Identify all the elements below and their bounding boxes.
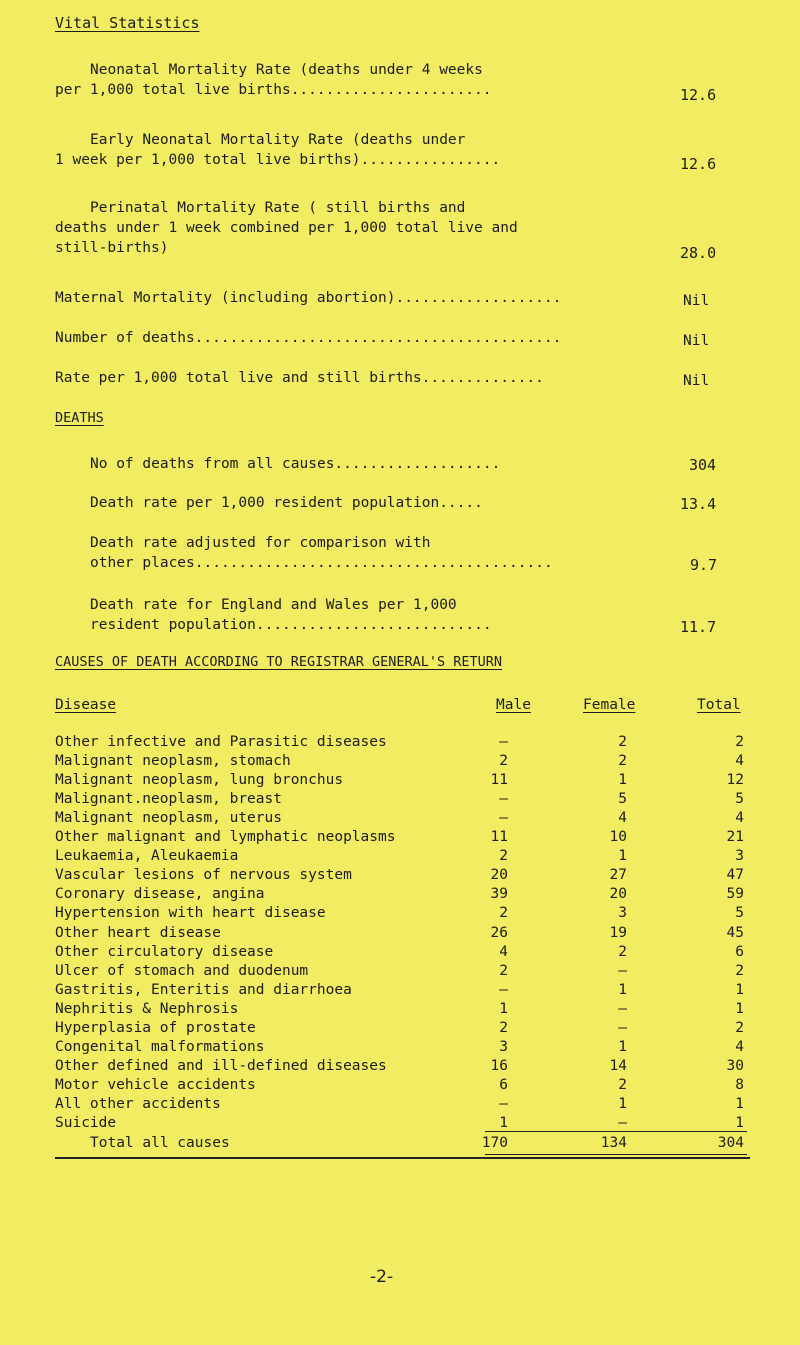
- total-cell: 4: [735, 1038, 744, 1055]
- total-cell: 5: [735, 905, 744, 922]
- total-cell: 45: [726, 924, 744, 941]
- table-row: [55, 867, 745, 886]
- total-cell: 30: [726, 1057, 744, 1074]
- female-cell: –: [618, 1000, 627, 1017]
- england-wales-rate-text-1: Death rate for England and Wales per 1,000: [90, 597, 457, 613]
- male-cell: 2: [499, 848, 508, 865]
- disease-cell: Congenital malformations: [55, 1038, 265, 1055]
- total-cell: 3: [735, 848, 744, 865]
- total-cell: 21: [726, 829, 744, 846]
- neonatal-rate-text-1: Neonatal Mortality Rate (deaths under 4 weeks: [90, 62, 483, 78]
- male-cell: –: [499, 734, 508, 750]
- female-cell: 10: [609, 829, 627, 846]
- total-cell: 8: [735, 1076, 744, 1093]
- female-cell: 1: [618, 1038, 627, 1055]
- adjusted-death-rate-value: 9.7: [690, 556, 718, 574]
- female-cell: 5: [618, 791, 627, 808]
- disease-cell: Motor vehicle accidents: [55, 1076, 256, 1093]
- table-row: [55, 944, 745, 963]
- disease-cell: Nephritis & Nephrosis: [55, 1000, 239, 1017]
- disease-cell: Vascular lesions of nervous system: [55, 867, 352, 884]
- total-cell: 5: [735, 791, 744, 808]
- disease-cell: Other malignant and lymphatic neoplasms: [55, 829, 396, 846]
- total-row: [55, 1135, 745, 1154]
- neonatal-rate-value: 12.6: [680, 86, 717, 104]
- male-cell: 2: [499, 1019, 508, 1036]
- disease-cell: Leukaemia, Aleukaemia: [55, 848, 239, 865]
- total-cell: 12: [726, 772, 744, 789]
- female-cell: 1: [618, 772, 627, 789]
- female-cell: 14: [609, 1057, 627, 1074]
- england-wales-rate-text-2: resident population...........................: [90, 617, 492, 633]
- col-header-disease: Disease: [55, 697, 117, 713]
- maternal-mortality-value: Nil: [683, 293, 710, 309]
- col-header-female: Female: [583, 697, 636, 713]
- total-cell: 4: [735, 810, 744, 827]
- total-cell: 6: [735, 943, 744, 960]
- total-cell: 2: [735, 734, 744, 750]
- total-cell: 59: [726, 886, 744, 903]
- female-cell: 2: [618, 1076, 627, 1093]
- table-row: [55, 925, 745, 944]
- male-cell: 4: [499, 943, 508, 960]
- number-of-deaths-value: Nil: [683, 333, 710, 349]
- male-cell: 1: [499, 1000, 508, 1017]
- male-cell: –: [499, 791, 508, 808]
- perinatal-rate-text-1: Perinatal Mortality Rate ( still births and: [90, 200, 466, 216]
- female-cell: 3: [618, 905, 627, 922]
- female-cell: 1: [618, 848, 627, 865]
- death-rate-text: Death rate per 1,000 resident population.....: [90, 495, 483, 511]
- total-total: 304: [717, 1135, 744, 1151]
- female-cell: 4: [618, 810, 627, 827]
- male-cell: 11: [490, 772, 508, 789]
- disease-cell: Other infective and Parasitic diseases: [55, 734, 387, 750]
- disease-cell: Hypertension with heart disease: [55, 905, 326, 922]
- disease-cell: Other circulatory disease: [55, 943, 274, 960]
- male-cell: –: [499, 981, 508, 998]
- female-cell: 2: [618, 753, 627, 770]
- male-cell: 20: [490, 867, 508, 884]
- early-neonatal-rate-text-2: 1 week per 1,000 total live births)................: [55, 152, 501, 168]
- male-cell: 2: [499, 962, 508, 979]
- deaths-all-causes-value: 304: [689, 456, 717, 474]
- neonatal-rate-text-2: per 1,000 total live births.......................: [55, 82, 492, 98]
- male-cell: 11: [490, 829, 508, 846]
- table-row: [55, 1058, 745, 1077]
- disease-cell: All other accidents: [55, 1095, 221, 1112]
- adjusted-death-rate-text-2: other places.........................................: [90, 555, 553, 571]
- male-cell: –: [499, 810, 508, 827]
- female-cell: 2: [618, 734, 627, 750]
- table-row: [55, 982, 745, 1001]
- table-row: [55, 810, 745, 829]
- disease-cell: Suicide: [55, 1115, 117, 1131]
- female-cell: –: [618, 962, 627, 979]
- number-of-deaths-text: Number of deaths..........................................: [55, 330, 562, 346]
- total-cell: 47: [726, 867, 744, 884]
- female-cell: 2: [618, 943, 627, 960]
- total-cell: 1: [735, 1000, 744, 1017]
- disease-cell: Coronary disease, angina: [55, 886, 265, 903]
- perinatal-rate-text-3: still-births): [55, 240, 169, 256]
- rate-per-1000-text: Rate per 1,000 total live and still births..............: [55, 370, 544, 386]
- male-cell: 3: [499, 1038, 508, 1055]
- male-cell: 2: [499, 753, 508, 770]
- male-cell: 1: [499, 1115, 508, 1131]
- total-male: 170: [481, 1135, 508, 1151]
- table-row: [55, 905, 745, 924]
- maternal-mortality-text: Maternal Mortality (including abortion)...................: [55, 290, 562, 306]
- disease-cell: Other heart disease: [55, 924, 221, 941]
- col-header-total: Total: [697, 697, 741, 713]
- total-label: Total all causes: [90, 1135, 230, 1151]
- female-cell: 27: [609, 867, 627, 884]
- deaths-heading: DEATHS: [55, 410, 104, 426]
- table-row: [55, 886, 745, 905]
- col-header-male: Male: [496, 697, 531, 713]
- deaths-all-causes-text: No of deaths from all causes...................: [90, 456, 501, 472]
- total-cell: 1: [735, 981, 744, 998]
- disease-cell: Malignant neoplasm, stomach: [55, 753, 291, 770]
- table-row: [55, 1020, 745, 1039]
- disease-cell: Hyperplasia of prostate: [55, 1019, 256, 1036]
- table-row: [55, 829, 745, 848]
- disease-cell: Gastritis, Enteritis and diarrhoea: [55, 981, 352, 998]
- total-cell: 1: [735, 1095, 744, 1112]
- adjusted-death-rate-text-1: Death rate adjusted for comparison with: [90, 535, 431, 551]
- early-neonatal-rate-value: 12.6: [680, 155, 717, 173]
- england-wales-rate-value: 11.7: [680, 618, 717, 636]
- page-title: Vital Statistics: [55, 14, 200, 32]
- perinatal-rate-text-2: deaths under 1 week combined per 1,000 total live and: [55, 220, 518, 236]
- page-number: -2-: [370, 1267, 394, 1287]
- table-row: [55, 1039, 745, 1058]
- disease-cell: Other defined and ill-defined diseases: [55, 1057, 387, 1074]
- table-row: [55, 963, 745, 982]
- female-cell: –: [618, 1019, 627, 1036]
- disease-cell: Malignant neoplasm, lung bronchus: [55, 772, 344, 789]
- perinatal-rate-value: 28.0: [680, 244, 717, 262]
- total-cell: 2: [735, 1019, 744, 1036]
- disease-cell: Ulcer of stomach and duodenum: [55, 962, 309, 979]
- male-cell: 2: [499, 905, 508, 922]
- total-underline: [485, 1154, 747, 1155]
- disease-cell: Malignant.neoplasm, breast: [55, 791, 282, 808]
- table-row: [55, 1096, 745, 1115]
- table-row: [55, 1077, 745, 1096]
- female-cell: 1: [618, 1095, 627, 1112]
- male-cell: 6: [499, 1076, 508, 1093]
- table-row: [55, 734, 745, 753]
- causes-heading: CAUSES OF DEATH ACCORDING TO REGISTRAR GENERAL'S RETURN: [55, 654, 503, 670]
- death-rate-value: 13.4: [680, 495, 717, 513]
- total-rule: [485, 1131, 747, 1132]
- male-cell: 39: [490, 886, 508, 903]
- rate-per-1000-value: Nil: [683, 373, 710, 389]
- early-neonatal-rate-text-1: Early Neonatal Mortality Rate (deaths under: [90, 132, 466, 148]
- female-cell: 1: [618, 981, 627, 998]
- total-cell: 4: [735, 753, 744, 770]
- female-cell: 20: [609, 886, 627, 903]
- male-cell: 16: [490, 1057, 508, 1074]
- table-row: [55, 772, 745, 791]
- male-cell: –: [499, 1095, 508, 1112]
- female-cell: 19: [609, 924, 627, 941]
- male-cell: 26: [490, 924, 508, 941]
- table-row: [55, 1001, 745, 1020]
- bottom-rule: [55, 1157, 750, 1159]
- total-cell: 1: [735, 1115, 744, 1131]
- table-row: [55, 753, 745, 772]
- table-row: [55, 791, 745, 810]
- disease-cell: Malignant neoplasm, uterus: [55, 810, 282, 827]
- female-cell: –: [618, 1115, 627, 1131]
- table-row: [55, 848, 745, 867]
- total-cell: 2: [735, 962, 744, 979]
- total-female: 134: [600, 1135, 627, 1151]
